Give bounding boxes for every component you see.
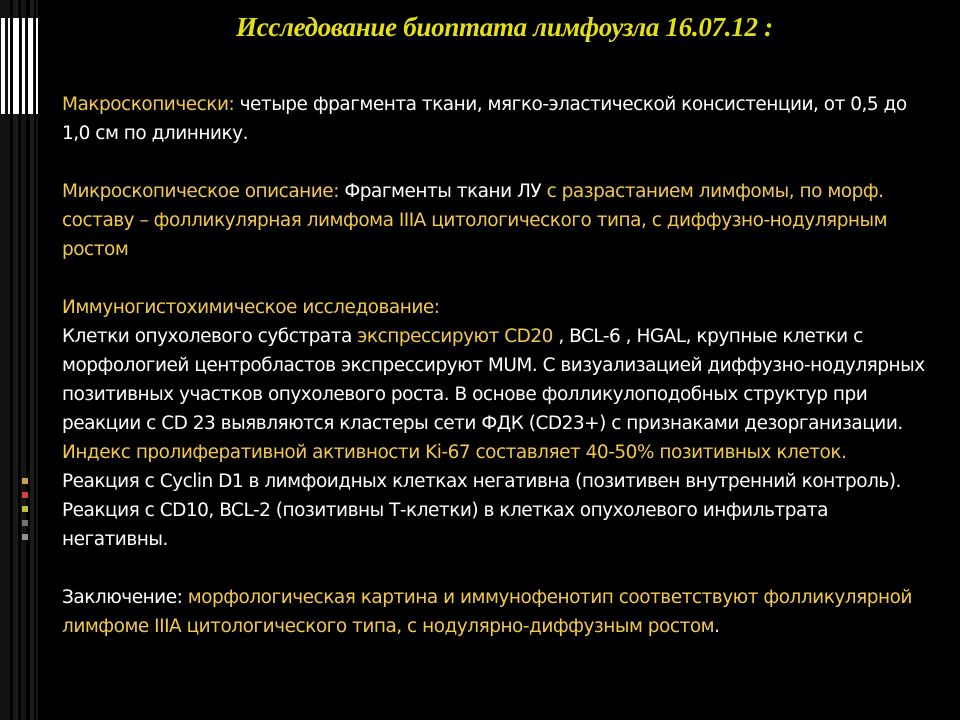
conclusion-accent: морфологическая картина и иммунофенотип соответствуют фолликулярной лимфоме IIIA цитологического типа, с нодулярно-диффузным ростом [62,587,912,637]
decor-square [22,506,28,512]
slide-body [62,90,932,641]
hatch-bar [36,18,38,114]
micro-accent: с разрастанием лимфомы, по морф. составу – фолликулярная лимфома IIIA цитологического типа, с диффузно-нодулярным ростом [62,181,888,260]
macro-paragraph [62,90,932,148]
hatch-bar [8,18,10,114]
conclusion-end: . [714,616,720,637]
micro-text: Фрагменты ткани ЛУ [344,181,547,202]
ihc-heading: Иммуногистохимическое исследование: [62,297,440,318]
ihc-accent-1: экспрессируют CD20 [357,326,553,347]
decor-square [22,492,28,498]
ihc-text-3: Реакция с Cyclin D1 в лимфоидных клетках негативна (позитивен внутренний контроль). Реакция с CD10, BCL-2 (позитивны Т-клетки) в клетках опухолевого инфильтрата негативны. [62,471,901,550]
decor-square [22,534,28,540]
ihc-paragraph [62,322,932,438]
decor-hatch [1,18,49,114]
hatch-bar [13,18,19,114]
conclusion-label: Заключение: [62,587,188,608]
decor-square [22,520,28,526]
hatch-bar [1,18,5,114]
ihc-text-2: , BCL-6 , HGAL, крупные клетки с морфологией центробластов экспрессируют MUM. С визуализацией диффузно-нодулярных позитивных участков опухолевого роста. В основе фолликулоподобных структур при реакции с CD 23 выявляются кластеры сети ФДК (CD23+) с признаками дезорганизации. [62,326,925,434]
micro-label: Микроскопическое описание: [62,181,345,202]
hatch-bar [22,18,25,114]
hatch-bar [28,18,33,114]
macro-label: Макроскопически: [62,94,235,115]
ihc-text-1: Клетки опухолевого субстрата [62,326,358,347]
ki67-line: Индекс пролиферативной активности Ki-67 составляет 40-50% позитивных клеток. [62,442,847,463]
micro-paragraph [62,177,932,264]
decor-square [22,478,28,484]
slide-title: Исследование биоптата лимфоузла 16.07.12 : [236,12,773,42]
conclusion-paragraph [62,583,932,641]
macro-text: четыре фрагмента ткани, мягко-эластической консистенции, от 0,5 до 1,0 см по длиннику. [62,94,907,144]
